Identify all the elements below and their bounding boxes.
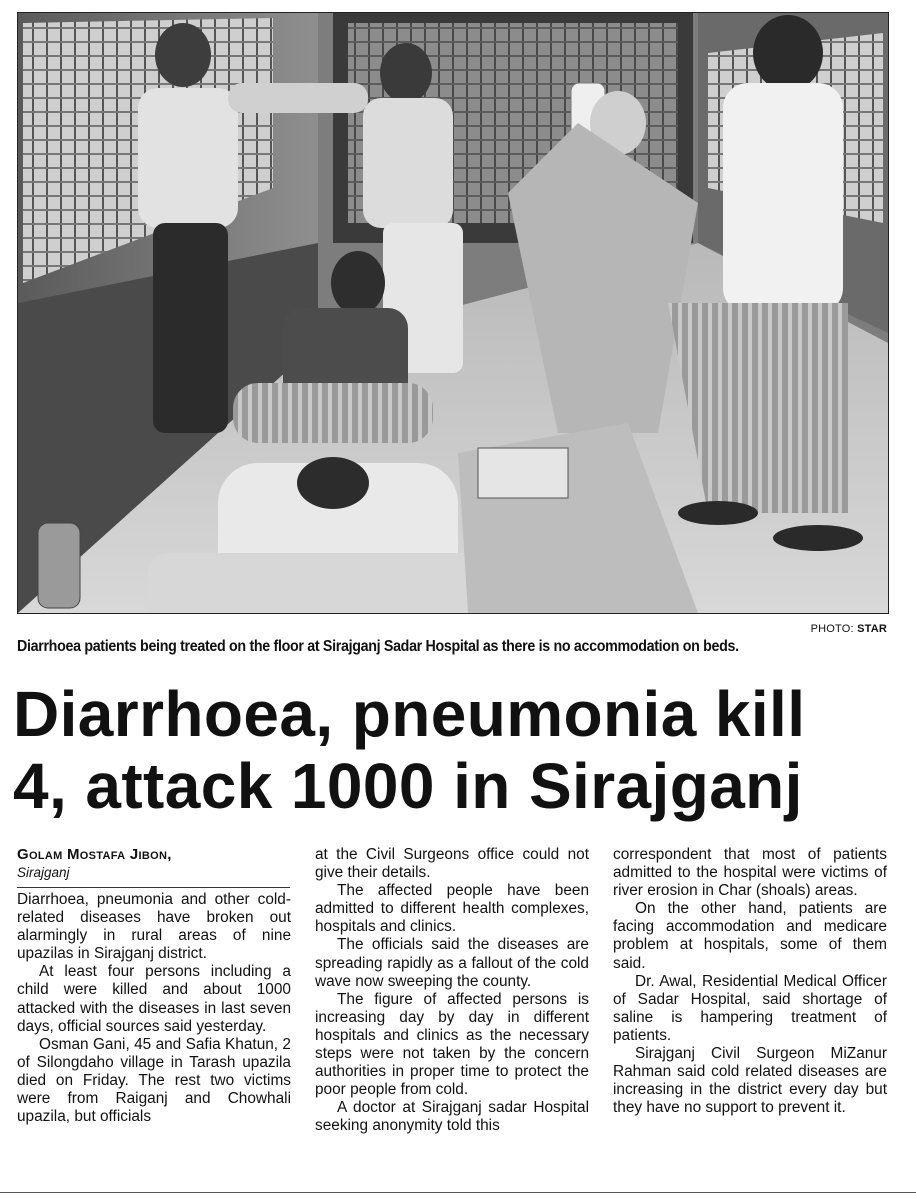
article-paragraph: A doctor at Sirajganj sadar Hospital seeking anonymity told this (315, 1099, 589, 1135)
hospital-corridor-photo (18, 13, 888, 613)
article-paragraph: correspondent that most of patients admitted to the hospital were victims of river erosion in Char (shoals) areas. (613, 846, 887, 900)
photo-caption: Diarrhoea patients being treated on the floor at Sirajganj Sadar Hospital as there is no accommodation on beds. (17, 638, 739, 655)
byline-name: Golam Mostafa Jibon, (17, 846, 172, 863)
article-paragraph: At least four persons including a child were killed and about 1000 attacked with the diseases in last seven days, official sources said yesterday. (17, 963, 291, 1035)
article-column-2 (315, 846, 589, 1136)
article-column-3 (613, 846, 887, 1117)
article-paragraph: The figure of affected persons is increasing day by day in different hospitals and clinics as the necessary steps were not taken by the concern authorities in proper time to protect the poor people from cold. (315, 990, 589, 1099)
headline-line-2: 4, attack 1000 in Sirajganj (13, 750, 803, 822)
headline (13, 678, 903, 822)
article-paragraph: Osman Gani, 45 and Safia Khatun, 2 of Silongdaho village in Tarash upazila died on Friday. The rest two victims were from Raiganj and Chowhali upazila, but officials (17, 1035, 291, 1126)
byline-place: Sirajganj (17, 865, 70, 880)
article-paragraph: The affected people have been admitted to different health complexes, hospitals and clinics. (315, 882, 589, 936)
news-photo (17, 12, 889, 614)
photo-credit-prefix: PHOTO: (810, 623, 854, 635)
article-paragraph: at the Civil Surgeons office could not give their details. (315, 846, 589, 882)
article-paragraph: Sirajganj Civil Surgeon MiZanur Rahman said cold related diseases are increasing in the district every day but they have no support to prevent it. (613, 1045, 887, 1117)
article-paragraph: The officials said the diseases are spreading rapidly as a fallout of the cold wave now sweeping the county. (315, 936, 589, 990)
article-paragraph: On the other hand, patients are facing accommodation and medicare problem at hospitals, some of them said. (613, 900, 887, 972)
article-paragraph: Dr. Awal, Residential Medical Officer of Sadar Hospital, said shortage of saline is hampering treatment of patients. (613, 972, 887, 1044)
byline-rule (17, 887, 290, 888)
article-paragraph: Diarrhoea, pneumonia and other cold- related diseases have broken out alarmingly in rural areas of nine upazilas in Sirajganj district. (17, 891, 291, 963)
photo-credit (811, 623, 887, 635)
headline-line-1: Diarrhoea, pneumonia kill (13, 678, 806, 750)
bottom-rule (0, 1192, 916, 1193)
photo-credit-source: STAR (857, 623, 887, 635)
